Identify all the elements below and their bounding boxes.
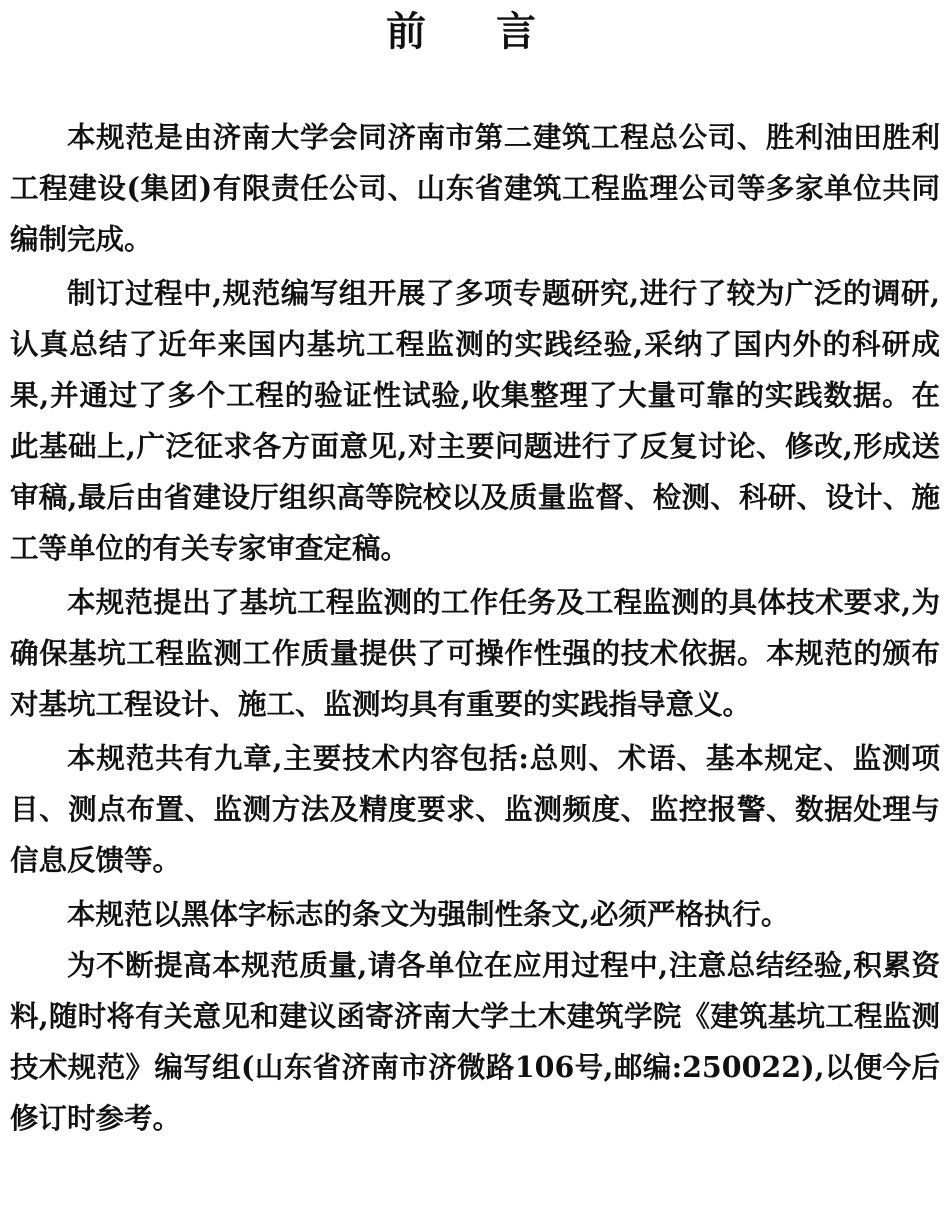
page-title: 前 言	[386, 9, 564, 55]
preface-body	[10, 112, 940, 1144]
paragraph-4: 本规范共有九章,主要技术内容包括:总则、术语、基本规定、监测项目、测点布置、监测方法及精度要求、监测频度、监控报警、数据处理与信息反馈等。	[10, 741, 940, 877]
paragraph-6: 为不断提高本规范质量,请各单位在应用过程中,注意总结经验,积累资料,随时将有关意见和建议函寄济南大学土木建筑学院《建筑基坑工程监测技术规范》编写组(山东省济南市济微路106号,邮编:250022),以便今后修订时参考。	[10, 948, 940, 1135]
paragraph-3: 本规范提出了基坑工程监测的工作任务及工程监测的具体技术要求,为确保基坑工程监测工作质量提供了可操作性强的技术依据。本规范的颁布对基坑工程设计、施工、监测均具有重要的实践指导意义。	[10, 585, 940, 721]
paragraph-2: 制订过程中,规范编写组开展了多项专题研究,进行了较为广泛的调研,认真总结了近年来国内基坑工程监测的实践经验,采纳了国内外的科研成果,并通过了多个工程的验证性试验,收集整理了大量可靠的实践数据。在此基础上,广泛征求各方面意见,对主要问题进行了反复讨论、修改,形成送审稿,最后由省建设厅组织高等院校以及质量监督、检测、科研、设计、施工等单位的有关专家审查定稿。	[10, 276, 940, 565]
paragraph-5: 本规范以黑体字标志的条文为强制性条文,必须严格执行。	[67, 897, 790, 931]
paragraph-1: 本规范是由济南大学会同济南市第二建筑工程总公司、胜利油田胜利工程建设(集团)有限责任公司、山东省建筑工程监理公司等多家单位共同编制完成。	[10, 120, 940, 256]
